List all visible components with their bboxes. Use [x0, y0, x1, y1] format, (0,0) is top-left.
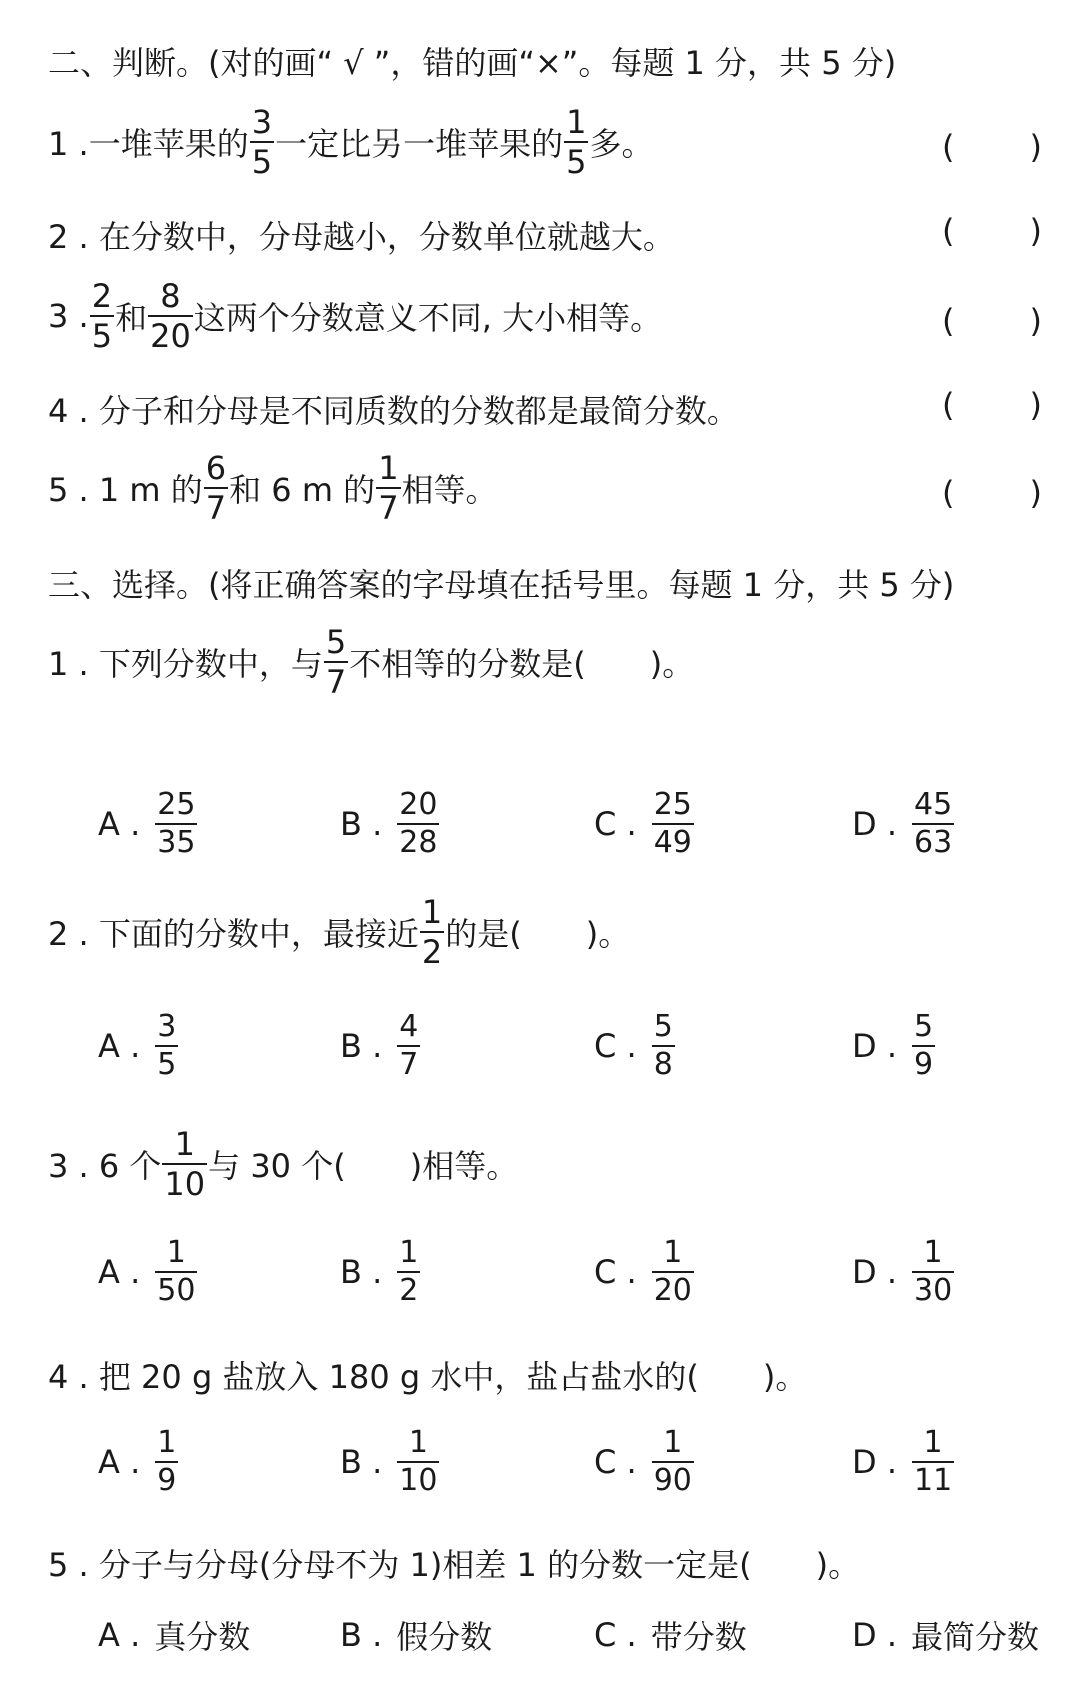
- option-c[interactable]: [594, 1235, 695, 1308]
- q-text: 与 30 个(: [208, 1147, 346, 1185]
- option-text: 真分数: [154, 1618, 251, 1656]
- answer-blank-3[interactable]: [942, 302, 1042, 340]
- denominator: 2: [421, 933, 443, 971]
- option-b[interactable]: [340, 1612, 492, 1658]
- denominator: 9: [913, 1047, 934, 1082]
- option-d[interactable]: [852, 1425, 955, 1498]
- denominator: 11: [913, 1463, 953, 1498]
- q-text: 4 . 把 20 g 盐放入 180 g 水中，盐占盐水的(: [48, 1358, 699, 1396]
- choice-question-3: [48, 1125, 519, 1203]
- option-a[interactable]: [98, 1612, 250, 1658]
- paren-open: (: [942, 212, 955, 250]
- option-label: C .: [594, 1253, 637, 1291]
- numerator: 45: [913, 787, 953, 822]
- denominator: 7: [399, 1047, 419, 1082]
- q-text: 多。: [589, 125, 654, 163]
- option-b[interactable]: [340, 1235, 421, 1308]
- judge-heading: [48, 38, 896, 84]
- denominator: 8: [653, 1047, 673, 1082]
- option-label: C .: [594, 1443, 637, 1481]
- option-b[interactable]: [340, 787, 440, 860]
- numerator: 3: [157, 1009, 177, 1044]
- fraction: [204, 449, 228, 527]
- fraction: [90, 277, 114, 355]
- numerator: 1: [421, 893, 443, 931]
- option-label: B .: [340, 1253, 383, 1291]
- numerator: 3: [251, 103, 273, 141]
- q-text: 5 . 1 m 的: [48, 471, 203, 509]
- fraction: [162, 1125, 207, 1203]
- denominator: 5: [251, 143, 273, 181]
- paren-open: (: [942, 474, 955, 512]
- fraction: [397, 1235, 420, 1308]
- option-c[interactable]: [594, 1009, 676, 1082]
- option-d[interactable]: [852, 1612, 1039, 1658]
- option-text: 最简分数: [910, 1618, 1039, 1656]
- q-text: 3 .: [48, 297, 89, 335]
- fraction: [155, 1235, 197, 1308]
- fraction: [250, 103, 274, 181]
- fraction: [652, 787, 694, 860]
- option-label: A .: [98, 1616, 141, 1654]
- option-d[interactable]: [852, 1009, 936, 1082]
- numerator: 1: [408, 1425, 428, 1460]
- choice-heading: [48, 560, 954, 606]
- numerator: 1: [157, 1425, 177, 1460]
- option-label: B .: [340, 1027, 383, 1065]
- option-label: A .: [98, 805, 141, 843]
- option-label: A .: [98, 1253, 141, 1291]
- option-a[interactable]: [98, 787, 198, 860]
- paren-close: ): [1029, 128, 1042, 166]
- fraction: [397, 787, 439, 860]
- q-text: 2 . 在分数中，分母越小，分数单位就越大。: [48, 218, 675, 256]
- denominator: 5: [157, 1047, 177, 1082]
- option-label: C .: [594, 1616, 637, 1654]
- paren-close: ): [1029, 386, 1042, 424]
- q-text: 4 . 分子和分母是不同质数的分数都是最简分数。: [48, 392, 739, 430]
- numerator: 1: [663, 1235, 683, 1270]
- choice-question-2: [48, 893, 631, 971]
- fraction: [155, 787, 197, 860]
- fraction: [912, 1009, 935, 1082]
- fraction: [155, 1009, 178, 1082]
- denominator: 35: [157, 825, 196, 860]
- q-text: )。: [815, 1546, 861, 1584]
- numerator: 6: [205, 449, 227, 487]
- option-d[interactable]: [852, 787, 955, 860]
- denominator: 7: [325, 663, 347, 701]
- numerator: 1: [174, 1125, 195, 1163]
- fraction: [912, 787, 954, 860]
- denominator: 7: [205, 489, 227, 527]
- numerator: 4: [399, 1009, 419, 1044]
- q-text: 5 . 分子与分母(分母不为 1)相差 1 的分数一定是(: [48, 1546, 752, 1584]
- denominator: 9: [157, 1463, 177, 1498]
- option-label: C .: [594, 1027, 637, 1065]
- q-text: )相等。: [409, 1147, 519, 1185]
- q-text: )。: [585, 915, 631, 953]
- paren-open: (: [942, 128, 955, 166]
- numerator: 5: [325, 623, 347, 661]
- option-c[interactable]: [594, 787, 695, 860]
- option-c[interactable]: [594, 1425, 695, 1498]
- q-text: )。: [762, 1358, 808, 1396]
- fraction: [564, 103, 588, 181]
- denominator: 7: [378, 489, 399, 527]
- judge-question-5: [48, 449, 498, 527]
- fraction: [397, 1425, 439, 1498]
- judge-question-2: [48, 212, 675, 258]
- numerator: 1: [566, 103, 587, 141]
- paren-open: (: [942, 386, 955, 424]
- numerator: 1: [378, 449, 399, 487]
- fraction: [148, 277, 193, 355]
- choice-question-4: [48, 1352, 807, 1398]
- numerator: 1: [166, 1235, 186, 1270]
- denominator: 49: [653, 825, 692, 860]
- fraction: [155, 1425, 178, 1498]
- judge-question-3: [48, 277, 663, 355]
- judge-question-1: [48, 103, 654, 181]
- denominator: 10: [164, 1165, 206, 1203]
- option-b[interactable]: [340, 1425, 440, 1498]
- numerator: 25: [157, 787, 196, 822]
- paren-close: ): [1029, 212, 1042, 250]
- option-label: D .: [852, 1253, 897, 1291]
- option-text: 假分数: [396, 1618, 493, 1656]
- denominator: 20: [150, 317, 191, 355]
- denominator: 63: [913, 825, 953, 860]
- choice-question-5: [48, 1540, 860, 1586]
- option-c[interactable]: [594, 1612, 747, 1658]
- option-text: 带分数: [650, 1618, 747, 1656]
- option-d[interactable]: [852, 1235, 955, 1308]
- answer-blank-2[interactable]: [942, 212, 1042, 250]
- fraction: [324, 623, 348, 701]
- numerator: 8: [160, 277, 181, 315]
- denominator: 20: [653, 1273, 692, 1308]
- option-label: D .: [852, 1616, 897, 1654]
- fraction: [397, 1009, 420, 1082]
- numerator: 1: [663, 1425, 683, 1460]
- numerator: 5: [653, 1009, 673, 1044]
- q-text: 1 . 下列分数中，与: [48, 645, 323, 683]
- paren-open: (: [942, 302, 955, 340]
- fraction: [912, 1235, 954, 1308]
- q-text: 不相等的分数是(: [349, 645, 586, 683]
- option-label: B .: [340, 805, 383, 843]
- q-text: )。: [649, 645, 695, 683]
- numerator: 1: [399, 1235, 419, 1270]
- fraction: [652, 1425, 694, 1498]
- denominator: 50: [157, 1273, 196, 1308]
- q-text: 这两个分数意义不同, 大小相等。: [193, 299, 663, 337]
- denominator: 5: [566, 143, 587, 181]
- denominator: 90: [653, 1463, 692, 1498]
- q-text: 和 6 m 的: [229, 471, 376, 509]
- numerator: 20: [399, 787, 438, 822]
- option-a[interactable]: [98, 1425, 179, 1498]
- q-text: 的是(: [445, 915, 522, 953]
- option-label: C .: [594, 805, 637, 843]
- numerator: 2: [91, 277, 113, 315]
- numerator: 1: [923, 1235, 943, 1270]
- option-label: A .: [98, 1027, 141, 1065]
- paren-close: ): [1029, 474, 1042, 512]
- numerator: 25: [653, 787, 692, 822]
- q-text: 和: [115, 299, 148, 337]
- denominator: 28: [399, 825, 438, 860]
- fraction: [912, 1425, 954, 1498]
- option-a[interactable]: [98, 1009, 179, 1082]
- fraction: [420, 893, 444, 971]
- paren-close: ): [1029, 302, 1042, 340]
- q-text: 1 .一堆苹果的: [48, 125, 249, 163]
- q-text: 3 . 6 个: [48, 1147, 162, 1185]
- answer-blank-1[interactable]: [942, 128, 1042, 166]
- option-label: B .: [340, 1616, 383, 1654]
- choice-question-1: [48, 623, 695, 701]
- fraction: [652, 1009, 675, 1082]
- denominator: 30: [913, 1273, 953, 1308]
- denominator: 5: [91, 317, 113, 355]
- fraction: [652, 1235, 694, 1308]
- answer-blank-5[interactable]: [942, 474, 1042, 512]
- choice-heading-text: 三、选择。(将正确答案的字母填在括号里。每题 1 分，共 5 分): [48, 566, 955, 604]
- option-label: D .: [852, 1443, 897, 1481]
- option-b[interactable]: [340, 1009, 421, 1082]
- judge-question-4: [48, 386, 739, 432]
- q-text: 相等。: [401, 471, 498, 509]
- denominator: 10: [399, 1463, 438, 1498]
- option-label: D .: [852, 1027, 897, 1065]
- answer-blank-4[interactable]: [942, 386, 1042, 424]
- numerator: 5: [913, 1009, 934, 1044]
- judge-heading-text: 二、判断。(对的画“ √ ”，错的画“×”。每题 1 分，共 5 分): [48, 44, 897, 82]
- q-text: 2 . 下面的分数中，最接近: [48, 915, 419, 953]
- option-label: D .: [852, 805, 897, 843]
- numerator: 1: [923, 1425, 943, 1460]
- option-label: A .: [98, 1443, 141, 1481]
- denominator: 2: [399, 1273, 419, 1308]
- option-a[interactable]: [98, 1235, 198, 1308]
- option-label: B .: [340, 1443, 383, 1481]
- fraction: [376, 449, 400, 527]
- q-text: 一定比另一堆苹果的: [275, 125, 564, 163]
